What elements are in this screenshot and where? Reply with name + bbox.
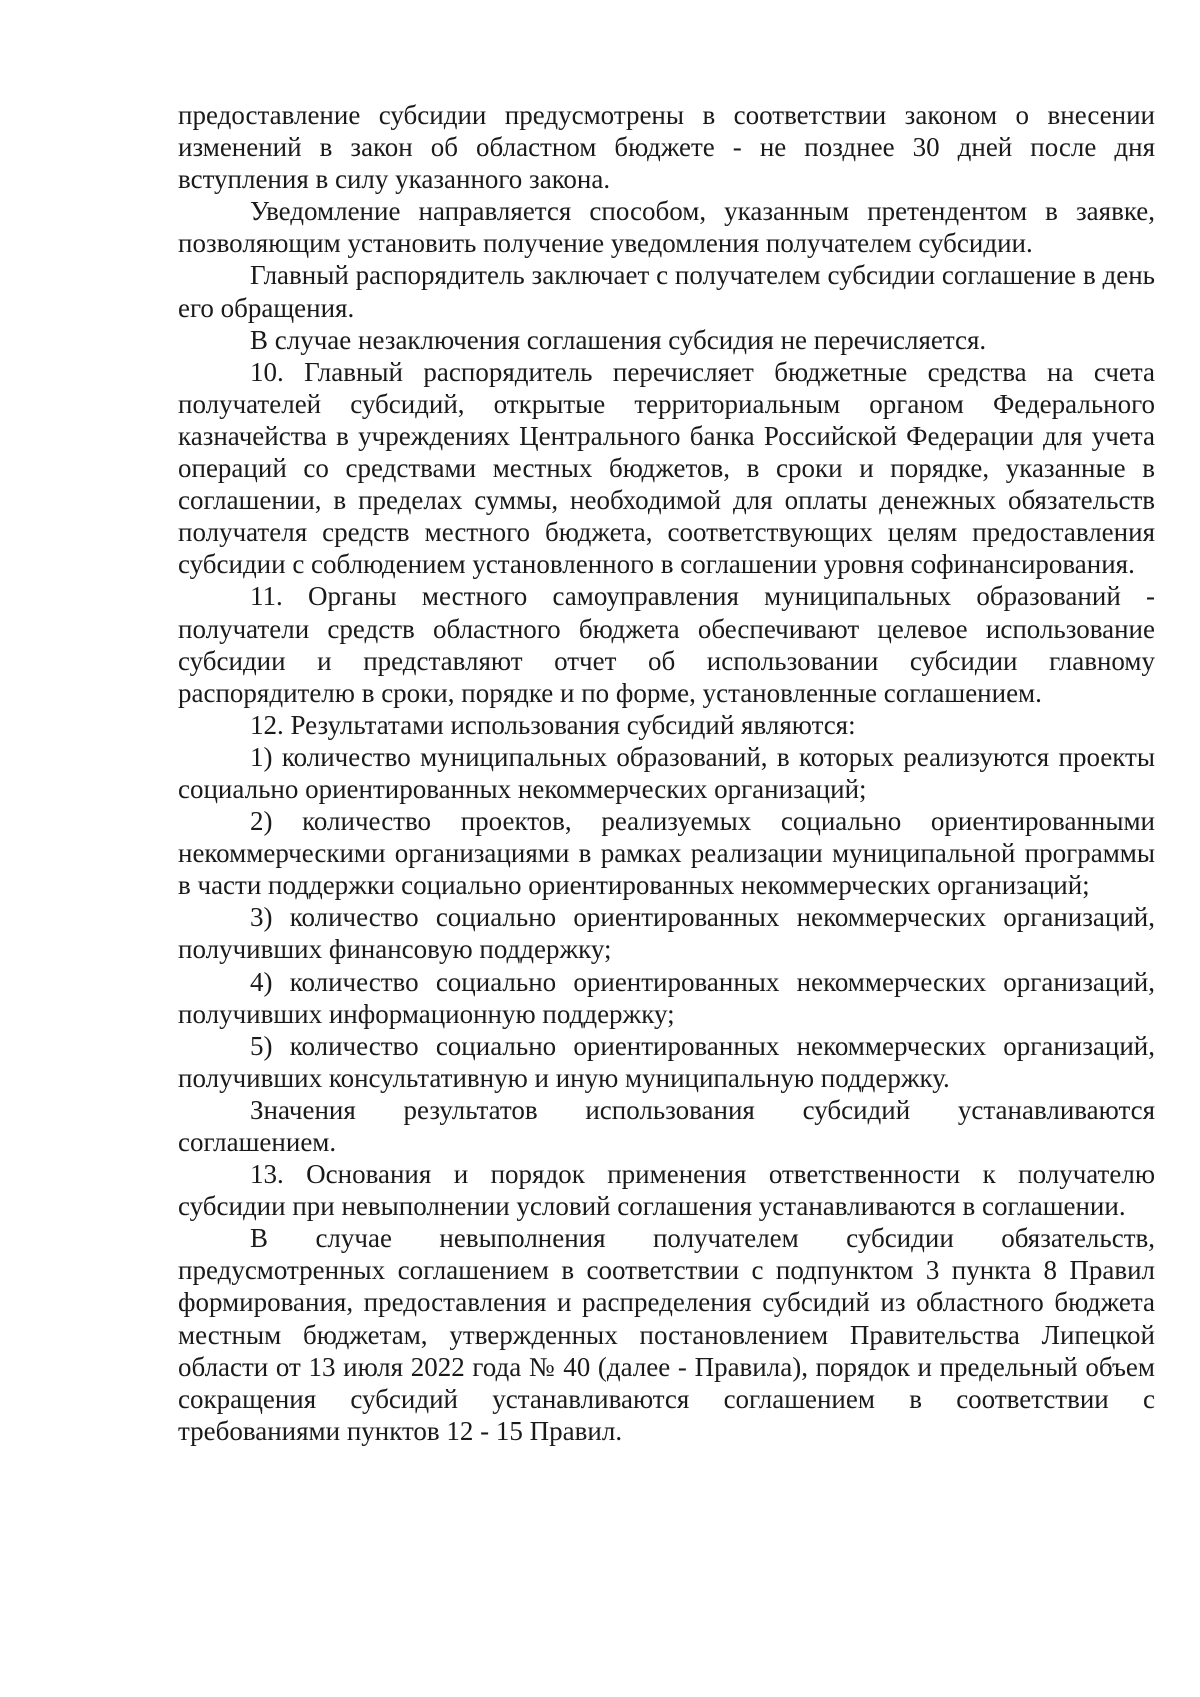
paragraph-no-agreement: В случае незаключения соглашения субсидия не перечисляется. bbox=[250, 324, 987, 355]
paragraph-notification-method: Уведомление направляется способом, указанным претендентом в заявке, позволяющим установить получение уведомления получателем субсидии. bbox=[178, 196, 1155, 259]
list-item-4: 4) количество социально ориентированных некоммерческих организаций, получивших информационную поддержку; bbox=[178, 966, 1155, 1029]
list-item-5: 5) количество социально ориентированных некоммерческих организаций, получивших консультативную и иную муниципальную поддержку. bbox=[178, 1030, 1155, 1093]
paragraph-item-12: 12. Результатами использования субсидий являются: bbox=[250, 709, 856, 740]
paragraph-continuation: предоставление субсидии предусмотрены в соответствии законом о внесении изменений в закон об областном бюджете - не позднее 30 дней после дня вступления в силу указанного закона. bbox=[178, 100, 1155, 195]
paragraph-item-13: 13. Основания и порядок применения ответственности к получателю субсидии при невыполнении условий соглашения устанавливаются в соглашении. bbox=[178, 1159, 1155, 1222]
list-item-3: 3) количество социально ориентированных некоммерческих организаций, получивших финансовую поддержку; bbox=[178, 902, 1155, 965]
paragraph-agreement-signing: Главный распорядитель заключает с получателем субсидии соглашение в день его обращения. bbox=[178, 260, 1155, 323]
list-item-2: 2) количество проектов, реализуемых социально ориентированными некоммерческими организациями в рамках реализации муниципальной программы в части поддержки социально ориентированных некоммерческих организаций; bbox=[178, 806, 1155, 901]
paragraph-item-10: 10. Главный распорядитель перечисляет бюджетные средства на счета получателей субсидий, открытые территориальным органом Федерального казначейства в учреждениях Центрального банка Российской Федерации для учета операций со средствами местных бюджетов, в сроки и порядке, указанные в соглашении, в пределах суммы, необходимой для оплаты денежных обязательств получателя средств местного бюджета, соответствующих целям предоставления субсидии с соблюдением установленного в соглашении уровня софинансирования. bbox=[178, 356, 1155, 580]
paragraph-item-11: 11. Органы местного самоуправления муниципальных образований - получатели средств областного бюджета обеспечивают целевое использование субсидии и представляют отчет об использовании субсидии главному распорядителю в сроки, порядке и по форме, установленные соглашением. bbox=[178, 581, 1155, 708]
paragraph-result-values: Значения результатов использования субсидий устанавливаются соглашением. bbox=[178, 1094, 1155, 1157]
list-item-1: 1) количество муниципальных образований, в которых реализуются проекты социально ориентированных некоммерческих организаций; bbox=[178, 741, 1155, 804]
paragraph-non-fulfillment: В случае невыполнения получателем субсидии обязательств, предусмотренных соглашением в соответствии с подпунктом 3 пункта 8 Правил формирования, предоставления и распределения субсидий из областного бюджета местным бюджетам, утвержденных постановлением Правительства Липецкой области от 13 июля 2022 года № 40 (далее - Правила), порядок и предельный объем сокращения субсидий устанавливаются соглашением в соответствии с требованиями пунктов 12 - 15 Правил. bbox=[178, 1223, 1155, 1446]
document-body bbox=[178, 99, 1155, 1447]
